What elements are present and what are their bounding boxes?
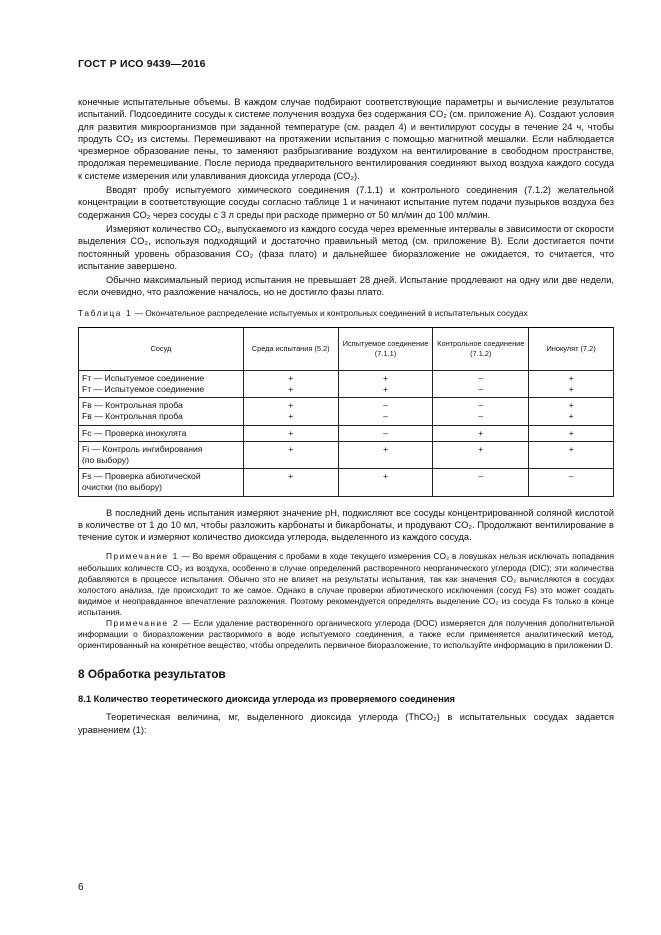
medium-cell: + [243, 425, 338, 441]
last-text [78, 711, 614, 736]
table-caption [78, 308, 614, 319]
section-heading: 8 Обработка результатов [78, 667, 226, 682]
inoculum-cell: – [529, 469, 614, 496]
inoculum-cell: + [529, 441, 614, 468]
paragraph: конечные испытательные объемы. В каждом случае подбирают соответствующие параметры и вычисление результатов испытаний. Подсоедините сосуды к системе получения воздуха без содержания CO₂ (см. приложение А). Создают условия для развития микроорганизмов при заданной температуре (см. раздел 4) и вентилируют сосуды в течение 24 ч, чтобы продуть CO₂ из системы. Перемешивают на протяжении испытания с помощью магнитной мешалки. Если наблюдается чрезмерное образование пены, то заменяют разбрызгивание воздухом на вентилирование в свободном пространстве, продолжая перемешивание. После периода предварительного вентилирования соединяют выход воздуха каждого сосуда к системе измерения или улавливания диоксида углерода (CO₂). [78, 97, 614, 181]
medium-cell: + + [243, 398, 338, 425]
table-caption-text: — Окончательное распределение испытуемых и контрольных соединений в испытательных сосудах [132, 307, 528, 318]
vessel-cell: Fs — Проверка абиотической очистки (по выбору) [79, 469, 244, 496]
notes [78, 551, 614, 651]
reference-compound-cell: + [433, 441, 529, 468]
vessel-cell: Fт — Испытуемое соединение Fт — Испытуемое соединение [79, 370, 244, 397]
inoculum-cell: + + [529, 398, 614, 425]
note-2 [78, 618, 614, 651]
vessel-cell: Fc — Проверка инокулята [79, 425, 244, 441]
vessel-cell: Fi — Контроль ингибирования (по выбору) [79, 441, 244, 468]
body-text [78, 96, 614, 299]
column-header: Среда испытания (5.2) [243, 327, 338, 370]
reference-compound-cell: – – [433, 398, 529, 425]
after-table-text [78, 507, 614, 544]
distribution-table [78, 327, 614, 497]
table-header-row [79, 327, 614, 370]
note-1 [78, 551, 614, 618]
note-label: Примечание 2 [106, 618, 180, 629]
table-caption-label: Таблица 1 [78, 307, 133, 318]
inoculum-cell: + + [529, 370, 614, 397]
table-row [79, 370, 614, 397]
paragraph: Измеряют количество CO₂, выпускаемого из каждого сосуда через временные интервалы в зависимости от скорости выделения CO₂, используя подходящий и достаточно правильный метод (см. приложение В). Если достигается почти постоянный уровень образования CO₂ (фаза плато) и дальнейшее биоразложение не ожидается, то считается, что испытание завершено. [78, 223, 614, 271]
column-header: Испытуемое соединение (7.1.1) [338, 327, 433, 370]
document-page [78, 58, 614, 736]
inoculum-cell: + [529, 425, 614, 441]
reference-compound-cell: – – [433, 370, 529, 397]
table-row [79, 398, 614, 425]
paragraph: Вводят пробу испытуемого химического соединения (7.1.1) и контрольного соединения (7.1.2) желательной концентрации в соответствующие сосуды согласно таблице 1 и начинают испытание путем подачи пузырьков воздуха без содержания CO₂ через сосуды с 3 л среды при расходе примерно от 50 мл/мин до 100 мл/мин. [78, 185, 614, 220]
page-number: 6 [78, 882, 84, 893]
paragraph: Обычно максимальный период испытания не превышает 28 дней. Испытание продлевают на одну или две недели, если очевидно, что разложение началось, но не достигло фазы плато. [78, 275, 614, 298]
column-header: Контрольное соединение (7.1.2) [433, 327, 529, 370]
paragraph: В последний день испытания измеряют значение pH, подкисляют все сосуды концентрированной соляной кислотой в количестве от 1 до 10 мл, чтобы разложить карбонаты и бикарбонаты, и продувают CO₂. Продолжают вентилирование в течение суток и измеряют количество диоксида углерода, выделенного из каждого сосуда. [78, 507, 614, 543]
column-header: Сосуд [79, 327, 244, 370]
column-header: Инокулят (7.2) [529, 327, 614, 370]
medium-cell: + + [243, 370, 338, 397]
table-row [79, 425, 614, 441]
table-row [79, 469, 614, 496]
test-compound-cell: + + [338, 370, 433, 397]
reference-compound-cell: – [433, 469, 529, 496]
test-compound-cell: – [338, 425, 433, 441]
paragraph: Теоретическая величина, мг, выделенного диоксида углерода (ThCO₂) в испытательных сосудах задается уравнением (1): [78, 712, 614, 735]
note-text: — Если удаление растворенного органического углерода (DOC) измеряется для получения дополнительной информации о биоразложении растворимого в воде испытуемого соединения, а также если применяется аналитический метод, ориентированный на конкретное вещество, чтобы определить первичное биоразложение, то используйте информацию в приложении D. [78, 618, 615, 651]
subsection-heading: 8.1 Количество теоретического диоксида углерода из проверяемого соединения [78, 693, 455, 705]
medium-cell: + [243, 441, 338, 468]
test-compound-cell: + [338, 441, 433, 468]
medium-cell: + [243, 469, 338, 496]
document-header: ГОСТ Р ИСО 9439—2016 [78, 58, 206, 70]
table-row [79, 441, 614, 468]
note-text: — Во время обращения с пробами в ходе текущего измерения CO₂ в ловушках нельзя исключать попадания небольших количеств CO₂ из воздуха, особенно в случае определений растворенного неорганического углерода (DIC); эти количества добавляются в процессе испытания. Обычно это не влияет на результаты испытания, так как значения CO₂ вычисляются в сосудах холостого анализа, где происходит то же самое. Однако в случае проверки абиотического исключения (сосуд Fs) это может создать видимое и неоправданное впечатление разложения. Поэтому рекомендуется определять выделение CO₂ из сосуда Fs только в конце испытания. [78, 551, 614, 617]
reference-compound-cell: + [433, 425, 529, 441]
test-compound-cell: – – [338, 398, 433, 425]
vessel-cell: Fв — Контрольная проба Fв — Контрольная проба [79, 398, 244, 425]
test-compound-cell: + [338, 469, 433, 496]
note-label: Примечание 1 [106, 551, 179, 562]
